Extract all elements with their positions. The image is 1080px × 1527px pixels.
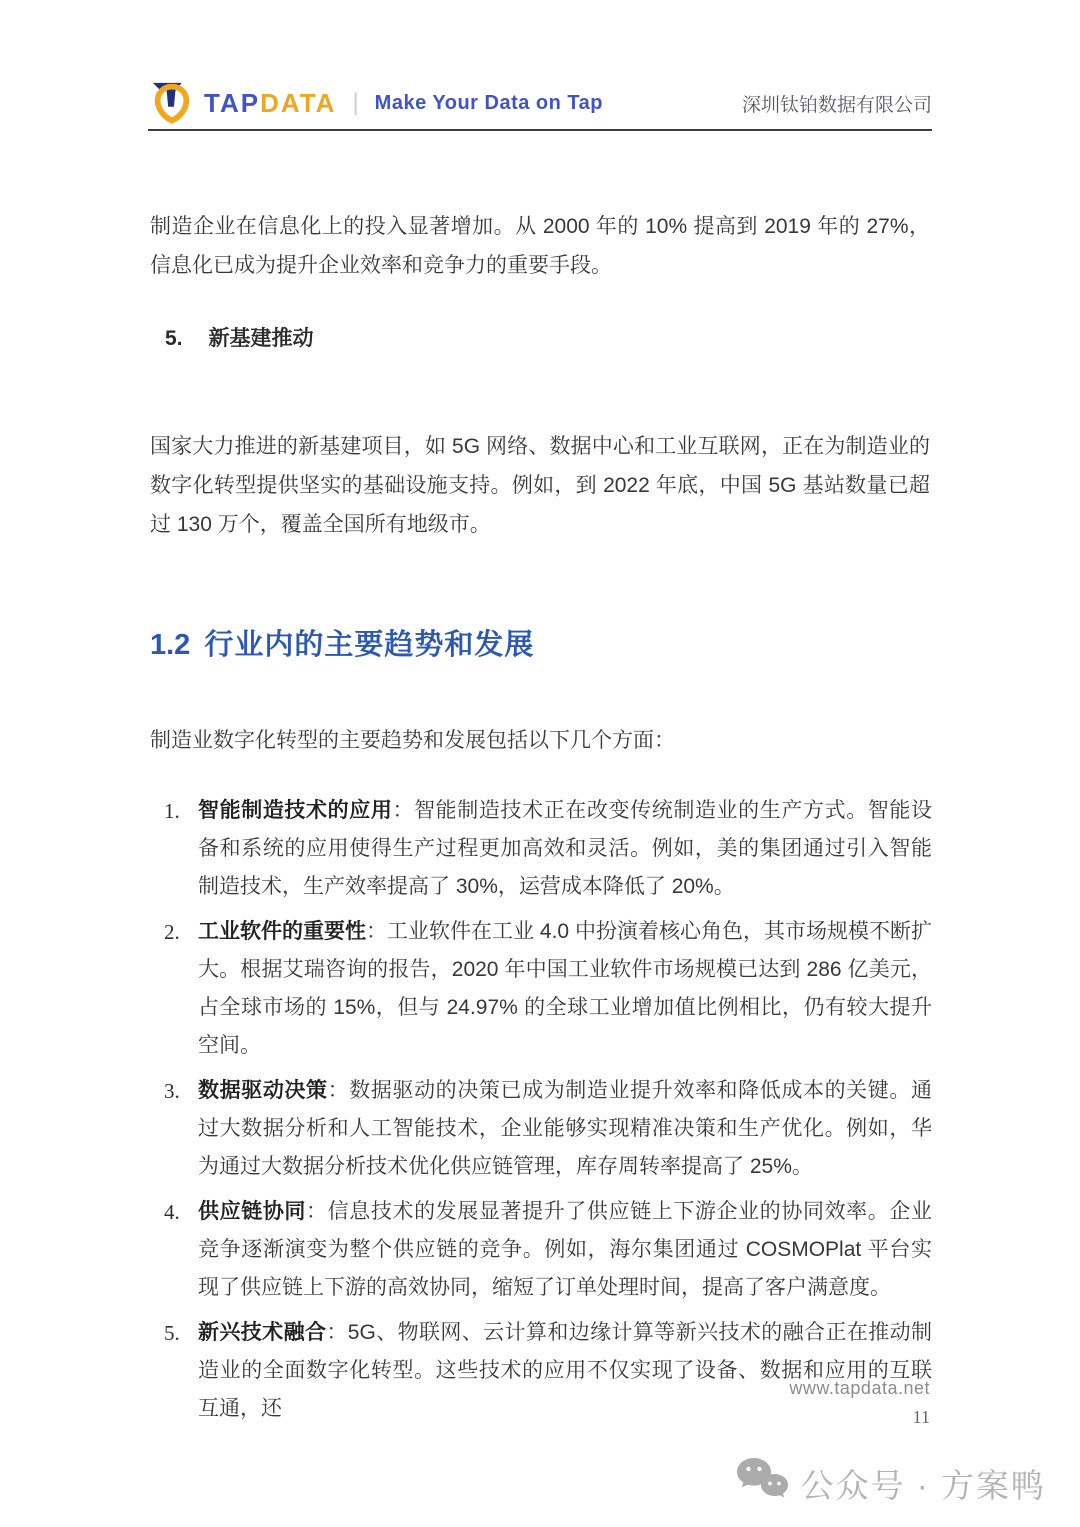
header-rule — [148, 129, 932, 131]
list-item-number: 4. — [164, 1200, 180, 1224]
list-item — [150, 792, 932, 906]
wordmark-tap: TAP — [204, 88, 261, 118]
list-item — [150, 1072, 932, 1186]
heading-number: 5. — [165, 327, 183, 350]
brand-tagline: Make Your Data on Tap — [374, 91, 603, 114]
list-item-term: 智能制造技术的应用 — [198, 799, 393, 822]
list-item-number: 2. — [164, 920, 180, 944]
tapdata-logo-icon — [150, 78, 194, 129]
list-item-text: 5G、物联网、云计算和边缘计算等新兴技术的融合正在推动制造业的全面数字化转型。这些技术的应用不仅实现了设备、数据和应用的互联互通，还 — [198, 1321, 933, 1420]
list-item-separator: ： — [326, 1321, 348, 1344]
list-item-text: 数据驱动的决策已成为制造业提升效率和降低成本的关键。通过大数据分析和人工智能技术，企业能够实现精准决策和生产优化。例如，华为通过大数据分析技术优化供应链管理，库存周转率提高了 25%。 — [198, 1079, 933, 1178]
footer-website: www.tapdata.net — [789, 1378, 930, 1398]
wechat-watermark — [735, 1456, 1046, 1510]
section-number: 1.2 — [150, 629, 191, 662]
list-item — [150, 1193, 932, 1307]
list-item-body — [198, 1072, 932, 1186]
wordmark-data: DATA — [260, 88, 337, 118]
list-item-text: 信息技术的发展显著提升了供应链上下游企业的协同效率。企业竞争逐渐演变为整个供应链的竞争。例如，海尔集团通过 COSMOPlat 平台实现了供应链上下游的高效协同，缩短了订单处理时间，提高了客户满意度。 — [198, 1200, 933, 1299]
heading-text: 新基建推动 — [208, 327, 314, 350]
list-item-body — [198, 792, 932, 906]
list-item-term: 供应链协同 — [198, 1200, 307, 1223]
heading-new-infrastructure — [165, 322, 314, 352]
list-item-term: 新兴技术融合 — [198, 1321, 327, 1344]
list-item-text: 智能制造技术正在改变传统制造业的生产方式。智能设备和系统的应用使得生产过程更加高效和灵活。例如，美的集团通过引入智能制造技术，生产效率提高了 30%，运营成本降低了 20%。 — [198, 799, 933, 898]
list-item-number: 5. — [164, 1321, 180, 1345]
page-header — [150, 78, 932, 128]
list-item-term: 工业软件的重要性 — [198, 920, 367, 943]
section-title: 行业内的主要趋势和发展 — [204, 629, 535, 662]
header-divider: | — [352, 89, 359, 116]
list-item-separator: ： — [392, 799, 415, 822]
page-number: 11 — [912, 1407, 930, 1427]
watermark-text: 公众号 · 方案鸭 — [800, 1466, 1046, 1504]
list-item-number: 1. — [164, 799, 180, 823]
paragraph-trends-intro: 制造业数字化转型的主要趋势和发展包括以下几个方面： — [150, 729, 675, 752]
list-item-body — [198, 913, 932, 1065]
page-footer — [789, 1378, 930, 1428]
section-heading-1-2 — [150, 622, 534, 663]
list-item-term: 数据驱动决策 — [198, 1079, 328, 1102]
list-item-number: 3. — [164, 1079, 180, 1103]
list-item-body — [198, 1193, 932, 1307]
trend-list — [150, 792, 932, 1435]
list-item-separator: ： — [366, 920, 388, 943]
list-item-text: 工业软件在工业 4.0 中扮演着核心角色，其市场规模不断扩大。根据艾瑞咨询的报告，2020 年中国工业软件市场规模已达到 286 亿美元，占全球市场的 15%，但与 24.97% 的全球工业增加值比例相比，仍有较大提升空间。 — [198, 920, 932, 1057]
tapdata-wordmark — [204, 90, 336, 116]
list-item-separator: ： — [327, 1079, 350, 1102]
wechat-icon — [735, 1456, 789, 1510]
company-name: 深圳钛铂数据有限公司 — [741, 94, 932, 116]
list-item-separator: ： — [306, 1200, 328, 1223]
paragraph-informatization: 制造企业在信息化上的投入显著增加。从 2000 年的 10% 提高到 2019 年的 27%，信息化已成为提升企业效率和竞争力的重要手段。 — [150, 215, 930, 277]
list-item — [150, 913, 932, 1065]
paragraph-new-infrastructure: 国家大力推进的新基建项目，如 5G 网络、数据中心和工业互联网，正在为制造业的数字化转型提供坚实的基础设施支持。例如，到 2022 年底，中国 5G 基站数量已超过 130 万个，覆盖全国所有地级市。 — [150, 435, 930, 536]
